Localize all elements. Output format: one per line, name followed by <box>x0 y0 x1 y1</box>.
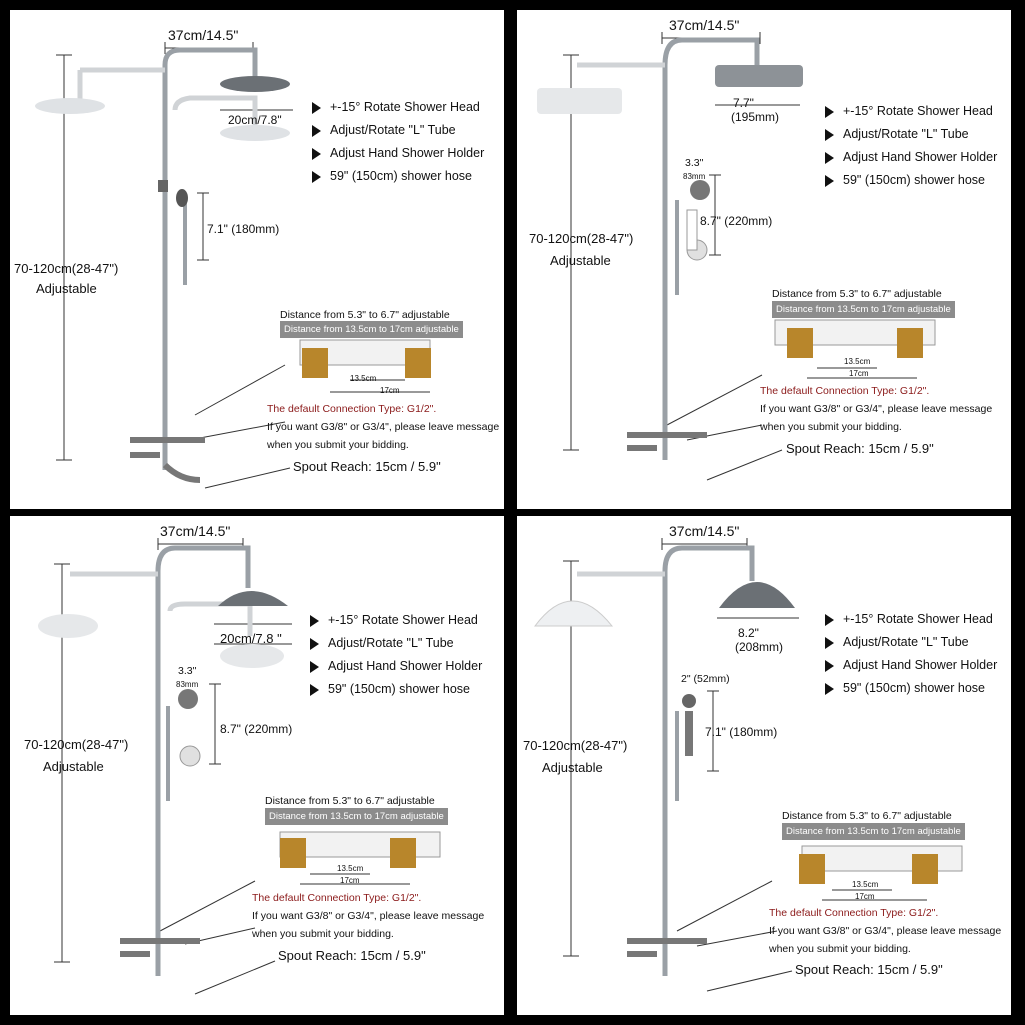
distance-note: Distance from 5.3" to 6.7" adjustable <box>280 309 450 321</box>
head-dimension: 20cm/7.8" <box>228 113 282 127</box>
feature-item: Adjust/Rotate "L" Tube <box>312 119 484 142</box>
spout-reach: Spout Reach: 15cm / 5.9" <box>278 948 426 963</box>
spacing-large: 17cm <box>849 369 869 378</box>
feature-item: Adjust/Rotate "L" Tube <box>310 632 482 655</box>
distance-banner: Distance from 13.5cm to 17cm adjustable <box>280 321 463 338</box>
spacing-small: 13.5cm <box>852 880 879 889</box>
height-label: Adjustable <box>550 253 611 268</box>
feature-item: Adjust Hand Shower Holder <box>312 142 484 165</box>
note-line-1: If you want G3/8" or G3/4", please leave message <box>769 925 1002 937</box>
spacing-small: 13.5cm <box>337 864 364 873</box>
product-panel-4 <box>517 516 1011 1015</box>
feature-item: Adjust Hand Shower Holder <box>825 146 997 169</box>
feature-item: Adjust/Rotate "L" Tube <box>825 123 997 146</box>
connection-type: The default Connection Type: G1/2". <box>252 892 422 904</box>
head-dimension: 7.7" <box>733 96 754 110</box>
feature-list <box>312 96 484 188</box>
spacing-large: 17cm <box>340 876 360 885</box>
head-dimension: 8.2" <box>738 626 759 640</box>
top-dimension: 37cm/14.5" <box>669 523 740 539</box>
product-panel-1 <box>10 10 504 509</box>
note-line-1: If you want G3/8" or G3/4", please leave message <box>252 910 485 922</box>
feature-item: +-15° Rotate Shower Head <box>825 100 997 123</box>
hand-width-mm: 83mm <box>176 680 199 689</box>
distance-banner: Distance from 13.5cm to 17cm adjustable <box>265 808 448 825</box>
feature-list <box>310 609 482 701</box>
height-dimension: 70-120cm(28-47") <box>24 737 129 752</box>
spout-reach: Spout Reach: 15cm / 5.9" <box>795 962 943 977</box>
height-label: Adjustable <box>36 281 97 296</box>
distance-banner: Distance from 13.5cm to 17cm adjustable <box>782 823 965 840</box>
hand-width: 3.3" <box>178 665 197 677</box>
spout-reach: Spout Reach: 15cm / 5.9" <box>293 459 441 474</box>
note-line-1: If you want G3/8" or G3/4", please leave message <box>760 403 993 415</box>
feature-item: Adjust/Rotate "L" Tube <box>825 631 997 654</box>
spacing-large: 17cm <box>380 386 400 395</box>
height-dimension: 70-120cm(28-47") <box>529 231 634 246</box>
feature-item: +-15° Rotate Shower Head <box>312 96 484 119</box>
shower-illustration <box>10 10 504 509</box>
spacing-small: 13.5cm <box>350 374 377 383</box>
connection-type: The default Connection Type: G1/2". <box>760 385 930 397</box>
connection-type: The default Connection Type: G1/2". <box>769 907 939 919</box>
note-line-2: when you submit your bidding. <box>760 421 902 433</box>
distance-note: Distance from 5.3" to 6.7" adjustable <box>772 288 942 300</box>
hand-width: 3.3" <box>685 157 704 169</box>
spacing-large: 17cm <box>855 892 875 901</box>
feature-item: 59" (150cm) shower hose <box>825 677 997 700</box>
head-dimension: 20cm/7.8 " <box>220 631 282 646</box>
top-dimension: 37cm/14.5" <box>168 27 239 43</box>
feature-item: Adjust Hand Shower Holder <box>310 655 482 678</box>
top-dimension: 37cm/14.5" <box>669 17 740 33</box>
distance-banner: Distance from 13.5cm to 17cm adjustable <box>772 301 955 318</box>
height-dimension: 70-120cm(28-47") <box>14 261 119 276</box>
head-dimension-mm: (195mm) <box>731 110 780 124</box>
feature-list <box>825 100 997 192</box>
note-line-2: when you submit your bidding. <box>769 943 911 955</box>
feature-item: 59" (150cm) shower hose <box>310 678 482 701</box>
feature-item: +-15° Rotate Shower Head <box>825 608 997 631</box>
feature-item: 59" (150cm) shower hose <box>825 169 997 192</box>
head-dimension-mm: (208mm) <box>735 640 784 654</box>
hand-length: 7.1" (180mm) <box>705 725 778 739</box>
hand-length: 7.1" (180mm) <box>207 222 280 236</box>
feature-item: Adjust Hand Shower Holder <box>825 654 997 677</box>
feature-list <box>825 608 997 700</box>
hand-width-mm: 83mm <box>683 172 706 181</box>
feature-item: 59" (150cm) shower hose <box>312 165 484 188</box>
height-label: Adjustable <box>43 759 104 774</box>
top-dimension: 37cm/14.5" <box>160 523 231 539</box>
spout-reach: Spout Reach: 15cm / 5.9" <box>786 441 934 456</box>
height-dimension: 70-120cm(28-47") <box>523 738 628 753</box>
product-panel-2 <box>517 10 1011 509</box>
hand-length: 8.7" (220mm) <box>220 722 293 736</box>
distance-note: Distance from 5.3" to 6.7" adjustable <box>782 810 952 822</box>
note-line-2: when you submit your bidding. <box>267 439 409 451</box>
spacing-small: 13.5cm <box>844 357 871 366</box>
connection-type: The default Connection Type: G1/2". <box>267 403 437 415</box>
hand-length: 8.7" (220mm) <box>700 214 773 228</box>
height-label: Adjustable <box>542 760 603 775</box>
note-line-2: when you submit your bidding. <box>252 928 394 940</box>
note-line-1: If you want G3/8" or G3/4", please leave message <box>267 421 500 433</box>
feature-item: +-15° Rotate Shower Head <box>310 609 482 632</box>
distance-note: Distance from 5.3" to 6.7" adjustable <box>265 795 435 807</box>
product-panel-3 <box>10 516 504 1015</box>
hand-width: 2" (52mm) <box>681 673 730 685</box>
